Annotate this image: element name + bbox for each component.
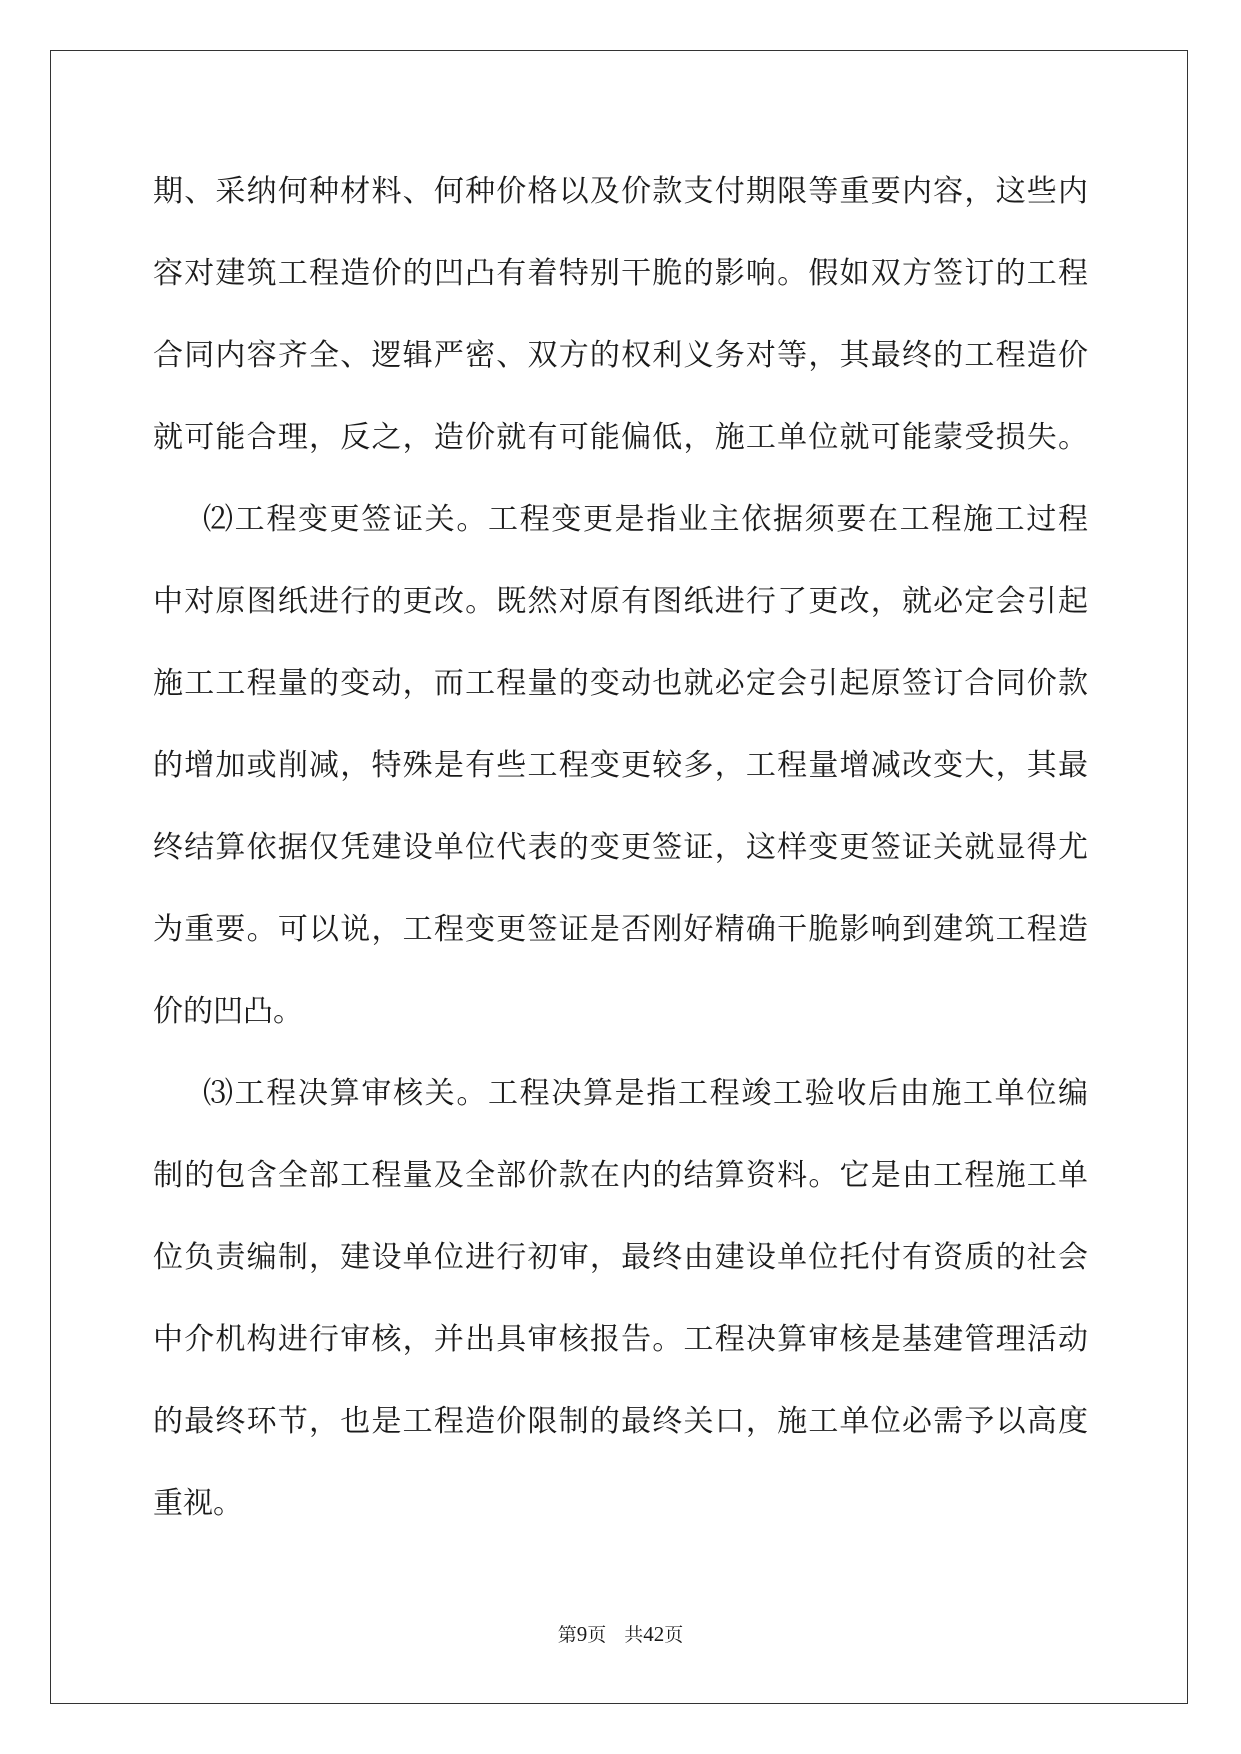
text-line: 价的凹凸。 [153,994,303,1029]
text-line: ⑶工程决算审核关。工程决算是指工程竣工验收后由施工单位编 [203,1076,1088,1111]
text-line: 制的包含全部工程量及全部价款在内的结算资料。它是由工程施工单 [153,1158,1088,1193]
text-line: 期、采纳何种材料、何种价格以及价款支付期限等重要内容，这些内 [153,174,1088,209]
text-line: 就可能合理，反之，造价就有可能偏低，施工单位就可能蒙受损失。 [153,420,1088,455]
page-prefix: 第 [557,1624,577,1646]
text-line: 施工工程量的变动，而工程量的变动也就必定会引起原签订合同价款 [153,666,1088,701]
text-line: 的增加或削减，特殊是有些工程变更较多，工程量增减改变大，其最 [153,748,1088,783]
paragraph [153,490,1088,1064]
total-suffix: 页 [664,1624,684,1646]
text-line: 中对原图纸进行的更改。既然对原有图纸进行了更改，就必定会引起 [153,584,1088,619]
text-line: 中介机构进行审核，并出具审核报告。工程决算审核是基建管理活动 [153,1322,1088,1357]
paragraph [153,162,1088,490]
text-line: 合同内容齐全、逻辑严密、双方的权利义务对等，其最终的工程造价 [153,338,1088,373]
text-line: 终结算依据仅凭建设单位代表的变更签证，这样变更签证关就显得尤 [153,830,1088,865]
text-line: 容对建筑工程造价的凹凸有着特别干脆的影响。假如双方签订的工程 [153,256,1088,291]
page-number: 9 [576,1622,588,1646]
text-line: 位负责编制，建设单位进行初审，最终由建设单位托付有资质的社会 [153,1240,1088,1275]
text-line: 的最终环节，也是工程造价限制的最终关口，施工单位必需予以高度 [153,1404,1088,1439]
text-line: ⑵工程变更签证关。工程变更是指业主依据须要在工程施工过程 [203,502,1088,537]
paragraph [153,1064,1088,1556]
page-suffix: 页 [587,1624,607,1646]
total-prefix: 共 [624,1624,644,1646]
text-line: 为重要。可以说，工程变更签证是否刚好精确干脆影响到建筑工程造 [153,912,1088,947]
total-pages: 42 [643,1622,665,1646]
document-body [153,162,1088,1556]
text-line: 重视。 [153,1486,243,1521]
page-footer [0,1622,1241,1647]
